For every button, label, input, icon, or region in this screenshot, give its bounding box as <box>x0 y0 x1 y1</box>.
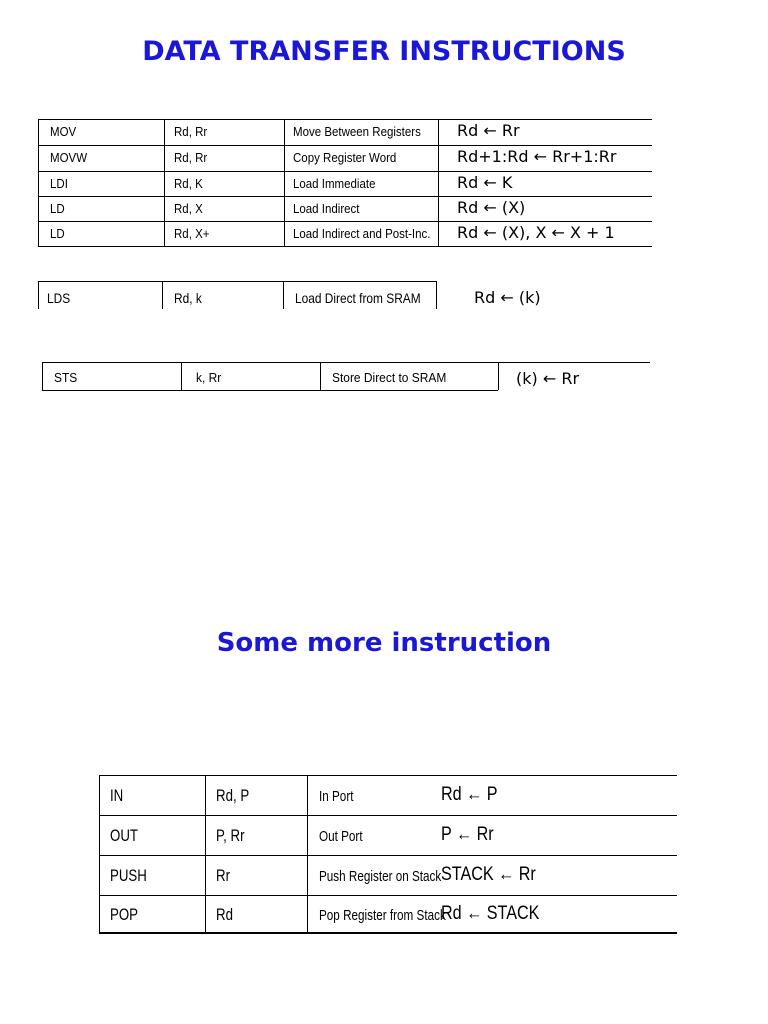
description-cell: Pop Register from Stack <box>319 907 446 924</box>
mnemonic-cell: MOV <box>50 125 77 139</box>
operands-cell: Rd, P <box>216 786 250 805</box>
mnemonic-cell: PUSH <box>110 866 147 885</box>
description-cell: Push Register on Stack <box>319 868 442 885</box>
operation-cell: Rd+1:Rd ← Rr+1:Rr <box>457 147 617 166</box>
operands-cell: Rd <box>216 905 233 924</box>
description-cell: In Port <box>319 788 354 805</box>
operation-cell: Rd ← K <box>457 173 513 192</box>
description-cell: Load Indirect and Post-Inc. <box>293 227 431 241</box>
mnemonic-cell: LDS <box>47 290 71 306</box>
mnemonic-cell: LDI <box>50 177 68 191</box>
description-cell: Load Immediate <box>293 177 376 191</box>
description-cell: Out Port <box>319 828 363 845</box>
operands-cell: k, Rr <box>196 370 222 385</box>
operation-cell: STACK ← Rr <box>441 864 536 885</box>
mnemonic-cell: LD <box>50 202 65 216</box>
description-cell: Store Direct to SRAM <box>332 370 447 385</box>
description-cell: Load Indirect <box>293 202 360 216</box>
operation-cell: Rd ← (X) <box>457 198 526 217</box>
operation-cell: Rd ← P <box>441 784 498 805</box>
operands-cell: Rd, X <box>174 202 203 216</box>
operation-cell: P ← Rr <box>441 824 494 845</box>
mnemonic-cell: OUT <box>110 826 138 845</box>
description-cell: Load Direct from SRAM <box>295 290 421 306</box>
operands-cell: P, Rr <box>216 826 245 845</box>
operation-cell: Rd ← Rr <box>457 121 520 140</box>
mnemonic-cell: IN <box>110 786 124 805</box>
page-title: DATA TRANSFER INSTRUCTIONS <box>142 36 626 67</box>
operands-cell: Rd, Rr <box>174 151 208 165</box>
mnemonic-cell: MOVW <box>50 151 88 165</box>
operands-cell: Rd, K <box>174 177 203 191</box>
operation-cell: Rd ← (X), X ← X + 1 <box>457 223 615 242</box>
description-cell: Move Between Registers <box>293 125 421 139</box>
operands-cell: Rd, X+ <box>174 227 210 241</box>
mnemonic-cell: LD <box>50 227 65 241</box>
mnemonic-cell: POP <box>110 905 139 924</box>
mnemonic-cell: STS <box>54 370 78 385</box>
operation-cell: Rd ← STACK <box>441 903 540 924</box>
operands-cell: Rr <box>216 866 231 885</box>
operands-cell: Rd, k <box>174 290 202 306</box>
operation-cell: Rd ← (k) <box>474 288 541 307</box>
section-title: Some more instruction <box>216 628 552 658</box>
operands-cell: Rd, Rr <box>174 125 208 139</box>
description-cell: Copy Register Word <box>293 151 397 165</box>
operation-cell: (k) ← Rr <box>516 369 580 388</box>
